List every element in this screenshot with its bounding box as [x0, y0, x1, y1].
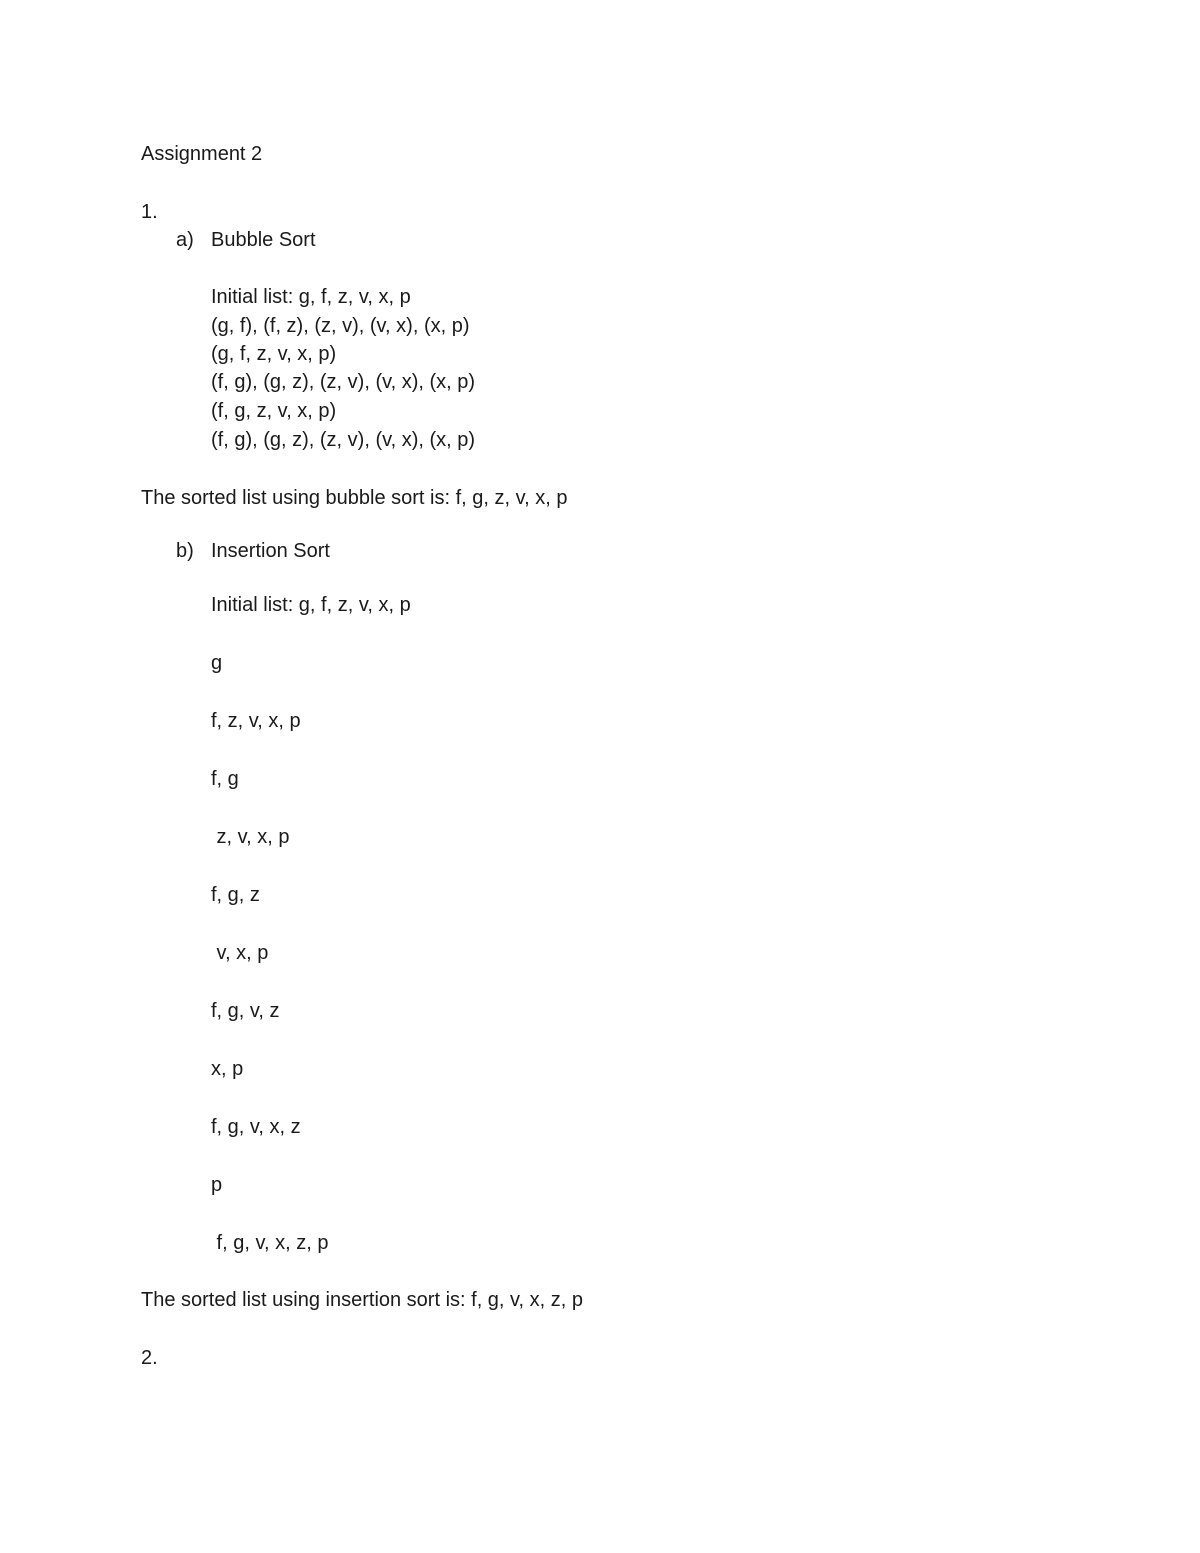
insertion-initial: Initial list: g, f, z, v, x, p: [211, 594, 411, 616]
insertion-step: f, g, v, z: [211, 1000, 280, 1022]
bubble-conclusion: The sorted list using bubble sort is: f, g, z, v, x, p: [141, 487, 568, 509]
insertion-step: p: [211, 1174, 223, 1196]
insertion-step: z, v, x, p: [211, 826, 290, 848]
insertion-step: f, g: [211, 768, 239, 790]
insertion-conclusion: The sorted list using insertion sort is: f, g, v, x, z, p: [141, 1289, 584, 1311]
insertion-step: g: [211, 652, 223, 674]
insertion-step: f, g, z: [211, 884, 260, 906]
insertion-step: f, z, v, x, p: [211, 710, 301, 732]
insertion-step: f, g, v, x, z: [211, 1116, 301, 1138]
part-a-heading: Bubble Sort: [211, 229, 316, 251]
page-title: Assignment 2: [141, 143, 263, 165]
bubble-step: (f, g, z, v, x, p): [211, 400, 337, 422]
bubble-step: (f, g), (g, z), (z, v), (v, x), (x, p): [211, 371, 476, 393]
part-b-heading: Insertion Sort: [211, 540, 330, 562]
bubble-step: (g, f, z, v, x, p): [211, 343, 337, 365]
bubble-step: (f, g), (g, z), (z, v), (v, x), (x, p): [211, 429, 476, 451]
question-1-number: 1.: [141, 201, 158, 223]
insertion-step: f, g, v, x, z, p: [211, 1232, 329, 1254]
bubble-step: (g, f), (f, z), (z, v), (v, x), (x, p): [211, 315, 470, 337]
bubble-step: Initial list: g, f, z, v, x, p: [211, 286, 411, 308]
part-a-label: a): [176, 229, 194, 251]
part-b-label: b): [176, 540, 194, 562]
insertion-step: x, p: [211, 1058, 244, 1080]
question-2-number: 2.: [141, 1347, 158, 1369]
insertion-step: v, x, p: [211, 942, 269, 964]
